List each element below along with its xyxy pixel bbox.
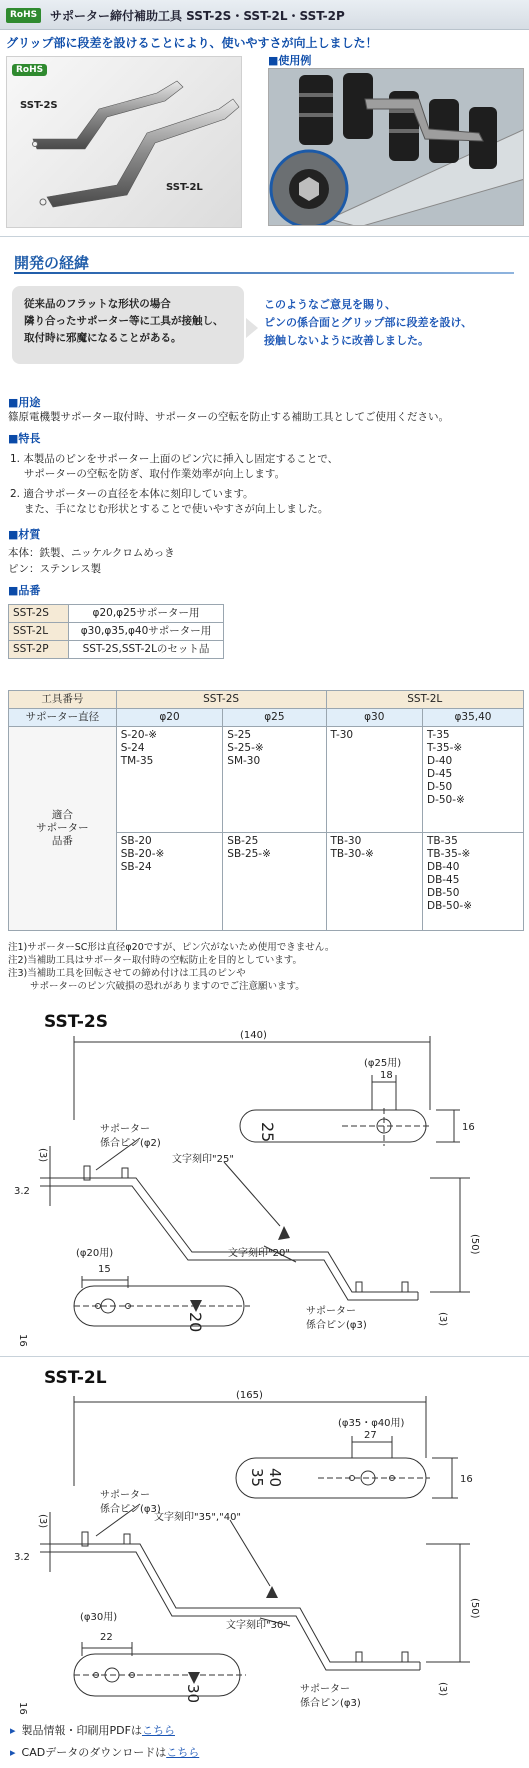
side-label-line: サポーター — [36, 822, 89, 834]
header-sst-2l: SST-2L — [326, 691, 524, 709]
drawing-title-sst-2s: SST-2S — [44, 1012, 108, 1032]
bubble-line: 隣り合ったサポーター等に工具が接触し、 — [24, 315, 224, 327]
part-code: TB-35-※ — [426, 848, 471, 860]
product-photo — [6, 56, 242, 228]
cad-link[interactable]: こちら — [166, 1746, 200, 1759]
improve-line: ピンの係合面とグリップ部に段差を設け、 — [264, 316, 473, 329]
part-code: SB-24 — [120, 861, 152, 873]
part-list-cell — [326, 727, 422, 833]
usage-example-photo — [268, 68, 524, 226]
diameter-cell: φ20 — [116, 709, 223, 727]
page-title: サポーター締付補助工具 SST-2S・SST-2L・SST-2P — [50, 9, 345, 23]
dim-length: (140) — [240, 1030, 267, 1041]
part-list-cell — [326, 833, 422, 931]
table-header-row — [9, 709, 524, 727]
dim-3: (3) — [37, 1514, 48, 1529]
material-heading: ■材質 — [8, 528, 41, 541]
cad-link-row — [10, 1744, 199, 1760]
catchphrase: グリップ部に段差を設けることにより、使いやすさが向上しました！ — [6, 36, 378, 50]
dim-top: 18 — [380, 1070, 393, 1081]
dim-height: (50) — [469, 1598, 480, 1619]
part-code: TB-30-※ — [330, 848, 374, 860]
dim-bottom: 22 — [100, 1632, 113, 1643]
bubble-line: 従来品のフラットな形状の場合 — [24, 298, 171, 310]
pin-label: サポーター — [306, 1306, 356, 1317]
pin-label: サポーター — [300, 1684, 350, 1695]
part-code: D-45 — [426, 768, 453, 780]
dim-3: (3) — [37, 1148, 48, 1163]
material-line: ピン：ステンレス製 — [8, 563, 102, 575]
engraving-top-2: 40 — [266, 1468, 284, 1488]
note-line: 注3)当補助工具を回転させての締め付けは工具のピンや — [8, 968, 246, 979]
engraving-mark-20: 文字刻印"20" — [228, 1248, 290, 1259]
diameter-cell: φ25 — [223, 709, 326, 727]
header-sst-2s: SST-2S — [116, 691, 326, 709]
header-supporter-diameter: サポーター直径 — [9, 709, 117, 727]
feature-line: 2. 適合サポーターの直径を本体に刻印しています。 — [10, 488, 254, 500]
side-label-line: 品番 — [51, 835, 73, 847]
part-code: D-50 — [426, 781, 453, 793]
part-code: SB-25-※ — [227, 848, 271, 860]
part-code: D-50-※ — [426, 794, 465, 806]
engraving-mark-25: 文字刻印"25" — [172, 1154, 234, 1165]
part-number-table — [8, 604, 224, 659]
part-code: DB-45 — [426, 874, 460, 886]
compatible-part-label — [9, 727, 117, 931]
part-code: TM-35 — [120, 755, 154, 767]
part-code: S-25 — [227, 729, 252, 741]
part-code: DB-50-※ — [426, 900, 473, 912]
part-number-cell: SST-2P — [9, 641, 69, 659]
dim-3b: (3) — [437, 1682, 448, 1697]
engraving-mark-bottom: 文字刻印"30" — [226, 1620, 288, 1631]
part-code: S-20-※ — [120, 729, 158, 741]
features-heading: ■特長 — [8, 432, 41, 445]
development-underline — [14, 272, 514, 274]
pin-label: 係合ピン(φ2) — [100, 1138, 161, 1149]
dim-top: 27 — [364, 1430, 377, 1441]
purpose-heading: ■用途 — [8, 396, 41, 409]
dim-16: 16 — [462, 1122, 475, 1133]
usage-example-title: ■使用例 — [268, 54, 312, 67]
table-row — [9, 727, 524, 833]
dim-phi-bottom: (φ20用) — [76, 1248, 114, 1259]
pin-label: 係合ピン(φ3) — [300, 1698, 361, 1709]
part-code: DB-50 — [426, 887, 460, 899]
title-bar — [0, 0, 529, 30]
dim-3-2: 3.2 — [14, 1186, 30, 1197]
diameter-cell: φ30 — [326, 709, 422, 727]
part-code: TB-30 — [330, 835, 362, 847]
side-label-line: 適合 — [51, 809, 73, 821]
dim-phi-bottom: (φ30用) — [80, 1612, 118, 1623]
feature-line: サポーターの空転を防ぎ、取付作業効率が向上します。 — [10, 468, 286, 480]
engraving-top: 35 — [248, 1468, 266, 1488]
part-list-cell — [223, 727, 326, 833]
pdf-link[interactable]: こちら — [141, 1724, 175, 1737]
label-sst-2s: SST-2S — [20, 100, 58, 111]
part-desc-cell: φ30,φ35,φ40サポーター用 — [69, 623, 224, 641]
part-code: SB-20-※ — [120, 848, 165, 860]
part-list-cell — [116, 833, 223, 931]
part-number-cell: SST-2S — [9, 605, 69, 623]
part-code: SM-30 — [227, 755, 261, 767]
material-line: 本体：鉄製、ニッケルクロムめっき — [8, 547, 175, 559]
drawing-sst-2l — [0, 1386, 529, 1716]
dim-phi-top: (φ35・φ40用) — [338, 1418, 405, 1429]
diameter-cell: φ35,40 — [422, 709, 523, 727]
part-list-cell — [223, 833, 326, 931]
product-tool-illustration — [7, 57, 243, 229]
part-code: S-25-※ — [227, 742, 264, 754]
bubble-line: 取付時に邪魔になることがある。 — [24, 332, 182, 344]
part-code: SB-25 — [227, 835, 259, 847]
part-code: TB-35 — [426, 835, 458, 847]
dim-length: (165) — [236, 1390, 263, 1401]
pin-label: 係合ピン(φ3) — [306, 1320, 367, 1331]
dim-16b: 16 — [17, 1334, 28, 1347]
feature-line: 1. 本製品のピンをサポーター上面のピン穴に挿入し固定することで、 — [10, 453, 339, 465]
part-list-cell — [422, 727, 523, 833]
rohs-mark: RoHS — [12, 64, 47, 76]
section-divider — [0, 236, 529, 237]
note-line: サポーターのピン穴破損の恐れがありますのでご注意願います。 — [8, 981, 305, 992]
engraving-top: 25 — [258, 1122, 277, 1143]
dim-16b: 16 — [17, 1702, 28, 1715]
part-code: DB-40 — [426, 861, 460, 873]
part-code: T-35-※ — [426, 742, 463, 754]
dim-3-2: 3.2 — [14, 1552, 30, 1563]
improvement-text — [264, 296, 526, 350]
development-title: 開発の経緯 — [14, 254, 90, 272]
part-list-cell — [116, 727, 223, 833]
feature-line: また、手になじむ形状とすることで使いやすさが向上しました。 — [10, 503, 329, 515]
header-tool-number: 工具番号 — [9, 691, 117, 709]
dim-16: 16 — [460, 1474, 473, 1485]
usage-illustration — [269, 69, 524, 226]
table-row — [9, 623, 224, 641]
improve-line: このようなご意見を賜り、 — [264, 298, 396, 311]
label-sst-2l: SST-2L — [166, 182, 203, 193]
pin-label: サポーター — [100, 1490, 150, 1501]
part-code: T-35 — [426, 729, 450, 741]
drawing-divider — [0, 1356, 529, 1357]
drawing-title-sst-2l: SST-2L — [44, 1368, 107, 1388]
part-code: S-24 — [120, 742, 145, 754]
rohs-badge: RoHS — [6, 8, 41, 23]
note-line: 注1)サポーターSC形は直径φ20ですが、ピン穴がないため使用できません。 — [8, 942, 335, 953]
triangle-bullet-icon: ▸ — [10, 1724, 16, 1737]
compatibility-table — [8, 690, 524, 931]
dim-phi-top: (φ25用) — [364, 1058, 402, 1069]
cad-link-text: CADデータのダウンロードは — [21, 1746, 167, 1759]
pin-label: 係合ピン(φ3) — [100, 1504, 161, 1515]
dim-3b: (3) — [437, 1312, 448, 1327]
table-header-row — [9, 691, 524, 709]
pdf-link-row — [10, 1722, 175, 1738]
purpose-text: 篠原電機製サポーター取付時、サポーターの空転を防止する補助工具としてご使用ください。 — [8, 411, 449, 423]
part-number-cell: SST-2L — [9, 623, 69, 641]
triangle-bullet-icon: ▸ — [10, 1746, 16, 1759]
engraving-mark-top: 文字刻印"35","40" — [154, 1512, 242, 1523]
part-number-heading: ■品番 — [8, 584, 41, 597]
bubble-arrow-icon — [246, 318, 258, 338]
part-desc-cell: φ20,φ25サポーター用 — [69, 605, 224, 623]
engraving-bottom: 30 — [184, 1684, 202, 1704]
part-code: T-30 — [330, 729, 354, 741]
customer-feedback-bubble — [12, 286, 244, 364]
dim-height: (50) — [469, 1234, 480, 1255]
part-code: D-40 — [426, 755, 453, 767]
note-line: 注2)当補助工具はサポーター取付時の空転防止を目的としています。 — [8, 955, 302, 966]
dim-bottom: 15 — [98, 1264, 111, 1275]
drawing-sst-2s — [0, 1030, 529, 1350]
pdf-link-text: 製品情報・印刷用PDFは — [21, 1724, 142, 1737]
part-desc-cell: SST-2S,SST-2Lのセット品 — [69, 641, 224, 659]
improve-line: 接触しないように改善しました。 — [264, 334, 429, 347]
pin-label: サポーター — [100, 1124, 150, 1135]
engraving-bottom: 20 — [186, 1312, 205, 1333]
table-row — [9, 605, 224, 623]
part-code: SB-20 — [120, 835, 152, 847]
part-list-cell — [422, 833, 523, 931]
table-row — [9, 641, 224, 659]
